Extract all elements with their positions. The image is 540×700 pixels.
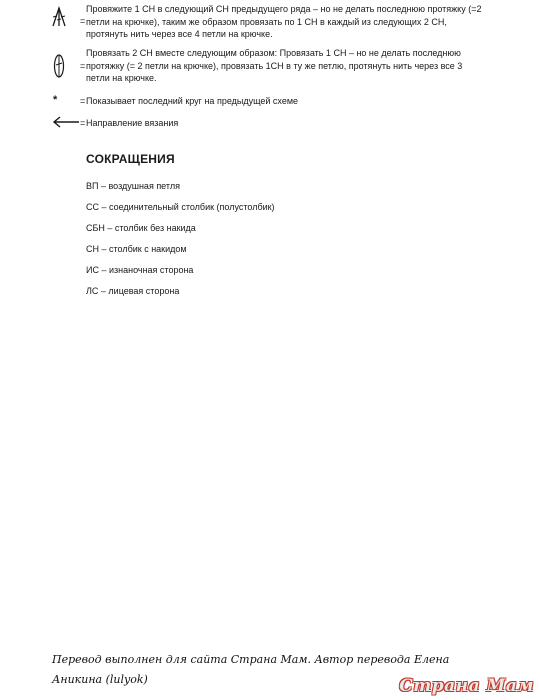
legend-description: Провязать 2 СН вместе следующим образом: Провязать 1 СН – но не делать последнюю протяжку (= 2 петли на крючке), провязать 1СН в ту же петлю, протянуть нить через все 3 петли на крючке.: [86, 48, 463, 83]
abbreviation-item: СБН – столбик без накида: [86, 223, 196, 233]
site-watermark-logo: Страна Мам: [399, 676, 534, 696]
legend-description: Провяжите 1 СН в следующий СН предыдущего ряда – но не делать последнюю протяжку (=2 петли на крючке), таким же образом провязать по 1 СН в каждый из следующих 2 СН, протянуть нить через все 4 петли на крючке.: [86, 4, 482, 39]
abbreviation-item: СС – соединительный столбик (полустолбик): [86, 202, 275, 212]
asterisk-icon: *: [53, 94, 58, 106]
abbreviations-heading: СОКРАЩЕНИЯ: [86, 152, 175, 166]
abbreviation-item: ВП – воздушная петля: [86, 181, 180, 191]
arrow-left-icon: [52, 116, 80, 128]
dc2tog-icon: [52, 53, 66, 79]
equals-sign: =: [80, 96, 86, 106]
equals-sign: =: [80, 61, 86, 71]
legend-description: Показывает последний круг на предыдущей схеме: [86, 96, 299, 106]
two-dc-cluster-icon: [50, 6, 68, 28]
abbreviation-item: ИС – изнаночная сторона: [86, 265, 194, 275]
equals-sign: =: [80, 16, 86, 26]
equals-sign: =: [80, 118, 86, 128]
abbreviation-item: ЛС – лицевая сторона: [86, 286, 180, 296]
legend-description: Направление вязания: [86, 118, 179, 128]
translation-credit: Перевод выполнен для сайта Страна Мам. Автор перевода Елена Аникина (lulyok): [52, 653, 450, 686]
abbreviation-item: СН – столбик с накидом: [86, 244, 187, 254]
